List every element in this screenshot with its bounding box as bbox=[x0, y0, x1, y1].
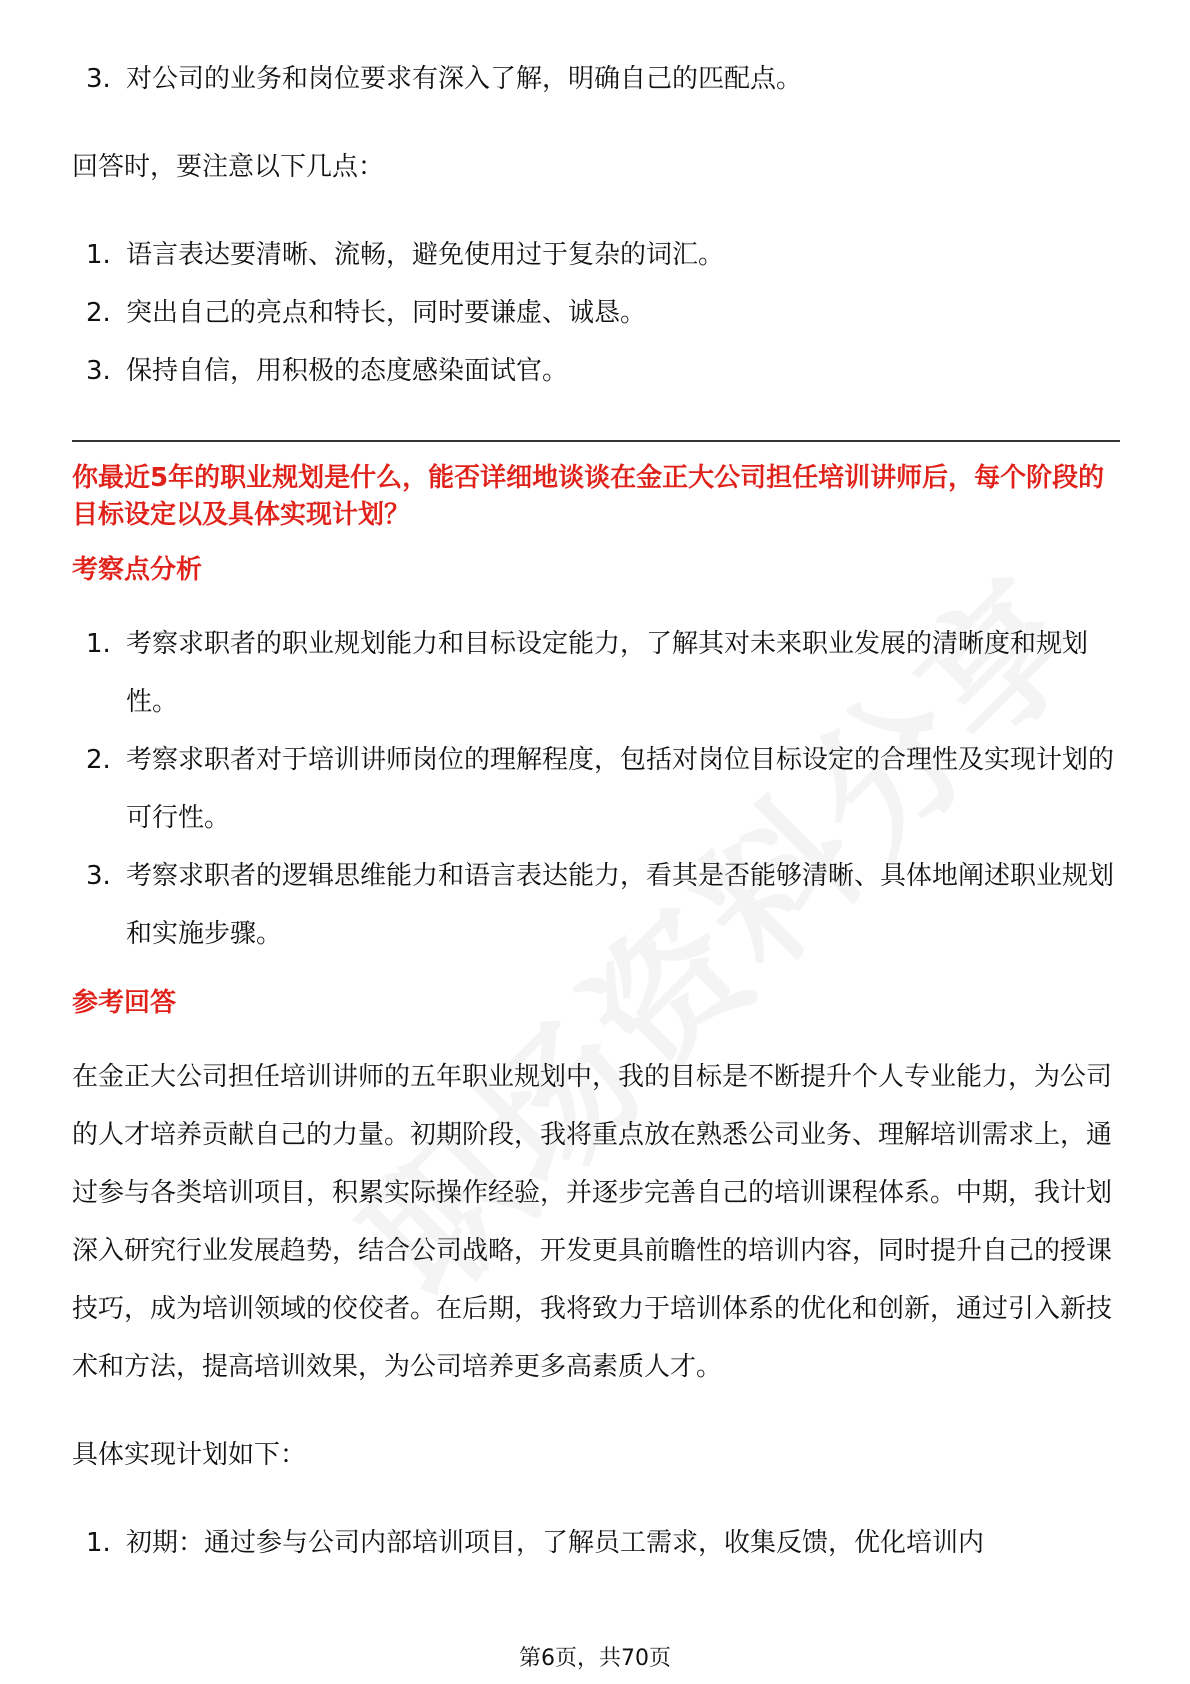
list-item-text: 语言表达要清晰、流畅，避免使用过于复杂的词汇。 bbox=[126, 240, 725, 270]
list-item bbox=[72, 50, 1120, 108]
list-item-number: 3. bbox=[86, 64, 111, 94]
answer-paragraph: 在金正大公司担任培训讲师的五年职业规划中，我的目标是不断提升个人专业能力，为公司的人才培养贡献自己的力量。初期阶段，我将重点放在熟悉公司业务、理解培训需求上，通过参与各类培训项目，积累实际操作经验，并逐步完善自己的培训课程体系。中期，我计划深入研究行业发展趋势，结合公司战略，开发更具前瞻性的培训内容，同时提升自己的授课技巧，成为培训领域的佼佼者。在后期，我将致力于培训体系的优化和创新，通过引入新技术和方法，提高培训效果，为公司培养更多高素质人才。 bbox=[72, 1062, 1113, 1382]
list-item bbox=[72, 1514, 1120, 1572]
interview-question: 你最近5年的职业规划是什么，能否详细地谈谈在金正大公司担任培训讲师后，每个阶段的目标设定以及具体实现计划？ bbox=[72, 463, 1105, 530]
analysis-section-title: 考察点分析 bbox=[72, 555, 203, 585]
notes-list bbox=[72, 226, 1120, 400]
page-content bbox=[72, 50, 1120, 1572]
list-item bbox=[72, 226, 1120, 284]
list-item bbox=[72, 615, 1120, 731]
list-item-number: 1. bbox=[86, 1528, 111, 1558]
list-item-text: 初期：通过参与公司内部培训项目，了解员工需求，收集反馈，优化培训内 bbox=[126, 1528, 985, 1558]
plan-intro: 具体实现计划如下： bbox=[72, 1440, 307, 1470]
list-item bbox=[72, 342, 1120, 400]
requirements-list-tail bbox=[72, 50, 1120, 108]
list-item-number: 3. bbox=[86, 356, 111, 386]
list-item-text: 对公司的业务和岗位要求有深入了解，明确自己的匹配点。 bbox=[126, 64, 803, 94]
notes-intro: 回答时，要注意以下几点： bbox=[72, 152, 385, 182]
list-item-number: 1. bbox=[86, 629, 111, 659]
list-item-text: 考察求职者的职业规划能力和目标设定能力，了解其对未来职业发展的清晰度和规划性。 bbox=[126, 629, 1089, 717]
list-item-number: 3. bbox=[86, 861, 111, 891]
section-divider bbox=[72, 440, 1120, 442]
list-item bbox=[72, 847, 1120, 963]
list-item-text: 考察求职者的逻辑思维能力和语言表达能力，看其是否能够清晰、具体地阐述职业规划和实施步骤。 bbox=[126, 861, 1115, 949]
list-item-text: 保持自信，用积极的态度感染面试官。 bbox=[126, 356, 569, 386]
list-item-number: 1. bbox=[86, 240, 111, 270]
list-item-text: 突出自己的亮点和特长，同时要谦虚、诚恳。 bbox=[126, 298, 647, 328]
list-item-number: 2. bbox=[86, 298, 111, 328]
plan-list bbox=[72, 1514, 1120, 1572]
page-footer: 第6页，共70页 bbox=[519, 1646, 671, 1671]
analysis-list bbox=[72, 615, 1120, 963]
list-item-number: 2. bbox=[86, 745, 111, 775]
list-item bbox=[72, 284, 1120, 342]
answer-section-title: 参考回答 bbox=[72, 988, 177, 1018]
list-item-text: 考察求职者对于培训讲师岗位的理解程度，包括对岗位目标设定的合理性及实现计划的可行性。 bbox=[126, 745, 1115, 833]
list-item bbox=[72, 731, 1120, 847]
